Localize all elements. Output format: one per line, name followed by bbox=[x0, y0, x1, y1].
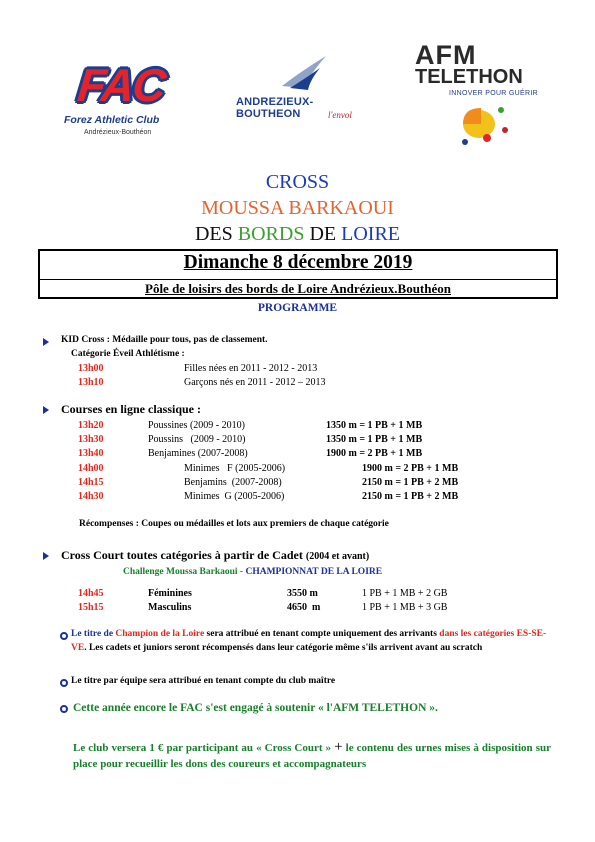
andrezieux-logo-script: l'envol bbox=[328, 110, 352, 120]
cross-time-2: 15h15 bbox=[78, 602, 104, 613]
date-box bbox=[38, 249, 558, 299]
fac-logo-word: FAC bbox=[75, 59, 167, 111]
bird-emblem-icon bbox=[280, 52, 330, 92]
challenge-name: Challenge Moussa Barkaoui - bbox=[123, 567, 246, 577]
telethon-note: Cette année encore le FAC s'est engagé à soutenir « l'AFM TELETHON ». bbox=[73, 702, 438, 714]
kid-time-1: 13h00 bbox=[78, 363, 104, 374]
course-distance-4: 1900 m = 2 PB + 1 MB bbox=[362, 463, 459, 474]
title-name: MOUSSA BARKAOUI bbox=[201, 197, 394, 219]
telethon-donation-part1: Le club versera 1 € par participant au « Cross Court » bbox=[73, 742, 335, 754]
bullet-arrow-icon bbox=[43, 338, 49, 346]
event-venue: Pôle de loisirs des bords de Loire Andrézieux.Bouthéon bbox=[145, 281, 451, 296]
course-distance-3: 1900 m = 2 PB + 1 MB bbox=[326, 448, 423, 459]
bullet-circle-icon bbox=[60, 632, 68, 640]
bullet-circle-icon bbox=[60, 679, 68, 687]
cross-category-2: Masculins bbox=[148, 602, 192, 613]
course-distance-6: 2150 m = 1 PB + 2 MB bbox=[362, 491, 459, 502]
fac-logo-town: Andrézieux-Bouthéon bbox=[84, 129, 152, 136]
afm-logo-line2: TELETHON bbox=[415, 66, 523, 88]
cross-category-1: Féminines bbox=[148, 588, 192, 599]
telethon-donation-note bbox=[73, 739, 551, 772]
challenge-line bbox=[123, 567, 382, 577]
course-category-3: Benjamines (2007-2008) bbox=[148, 448, 248, 459]
course-category-4: Minimes F (2005-2006) bbox=[184, 463, 286, 474]
cross-detail-1: 1 PB + 1 MB + 2 GB bbox=[362, 588, 448, 599]
telethon-donation-part2: le contenu des urnes mises à disposition sur place pour recueillir les dons des coureurs et accompagnateurs bbox=[73, 742, 551, 770]
afm-telethon-logo bbox=[405, 40, 565, 150]
course-time-1: 13h20 bbox=[78, 420, 104, 431]
champion-note bbox=[71, 628, 549, 655]
course-category-5: Benjamins (2007-2008) bbox=[184, 477, 282, 488]
course-time-4: 14h00 bbox=[78, 463, 104, 474]
team-note: Le titre par équipe sera attribué en tenant compte du club maître bbox=[71, 676, 336, 686]
championship-name: CHAMPIONNAT DE LA LOIRE bbox=[245, 567, 383, 577]
cross-court-heading bbox=[61, 548, 369, 563]
afm-logo-line1: AFM bbox=[415, 40, 477, 70]
champion-note-part3: sera attribué en tenant compte uniquement des arrivants bbox=[204, 629, 440, 639]
champion-note-title: Champion de la Loire bbox=[115, 629, 205, 639]
kid-time-2: 13h10 bbox=[78, 377, 104, 388]
course-distance-1: 1350 m = 1 PB + 1 MB bbox=[326, 420, 423, 431]
champion-note-part1: Le titre de bbox=[71, 629, 116, 639]
bullet-circle-icon bbox=[60, 705, 68, 713]
cross-detail-2: 1 PB + 1 MB + 3 GB bbox=[362, 602, 448, 613]
course-category-2: Poussins (2009 - 2010) bbox=[148, 434, 246, 445]
telethon-heart-icon bbox=[455, 100, 515, 148]
bullet-arrow-icon bbox=[43, 406, 49, 414]
plus-sign: + bbox=[334, 739, 343, 755]
champion-note-part5: . Les cadets et juniors seront récompensés dans leur catégorie même s'ils arrivent avant au scratch bbox=[84, 642, 483, 653]
andrezieux-logo-name: ANDREZIEUX-BOUTHEON bbox=[236, 96, 314, 120]
course-category-1: Poussines (2009 - 2010) bbox=[148, 420, 245, 431]
cross-distance-2: 4650 m bbox=[287, 602, 321, 613]
andrezieux-logo bbox=[232, 50, 367, 130]
rewards-note: Récompenses : Coupes ou médailles et lots aux premiers de chaque catégorie bbox=[79, 519, 389, 529]
courses-heading: Courses en ligne classique : bbox=[61, 402, 202, 416]
course-time-3: 13h40 bbox=[78, 448, 104, 459]
title-de: DE bbox=[304, 223, 342, 245]
bullet-arrow-icon bbox=[43, 552, 49, 560]
fac-logo-subtitle: Forez Athletic Club bbox=[64, 114, 160, 126]
course-time-2: 13h30 bbox=[78, 434, 104, 445]
cross-court-note: (2004 et avant) bbox=[305, 551, 370, 562]
programme-label: PROGRAMME bbox=[257, 302, 338, 314]
title-bords: BORDS bbox=[237, 223, 305, 245]
cross-distance-1: 3550 m bbox=[287, 588, 318, 599]
kid-cross-heading: KID Cross : Médaille pour tous, pas de classement. bbox=[61, 335, 268, 345]
afm-logo-tagline: INNOVER POUR GUÉRIR bbox=[449, 90, 538, 97]
course-time-6: 14h30 bbox=[78, 491, 104, 502]
title-des: DES bbox=[194, 223, 238, 245]
kid-cross-category: Catégorie Éveil Athlétisme : bbox=[71, 349, 185, 359]
course-distance-5: 2150 m = 1 PB + 2 MB bbox=[362, 477, 459, 488]
kid-label-2: Garçons nés en 2011 - 2012 – 2013 bbox=[184, 377, 326, 388]
course-category-6: Minimes G (2005-2006) bbox=[184, 491, 285, 502]
course-time-5: 14h15 bbox=[78, 477, 104, 488]
cross-time-1: 14h45 bbox=[78, 588, 104, 599]
event-date: Dimanche 8 décembre 2019 bbox=[183, 252, 413, 273]
title-location bbox=[0, 223, 595, 246]
date-box-divider bbox=[40, 279, 556, 280]
title-cross: CROSS bbox=[265, 171, 330, 193]
title-loire: LOIRE bbox=[341, 223, 401, 245]
champion-note-categories: dans les catégories ES-SE-VE bbox=[71, 629, 547, 653]
course-distance-2: 1350 m = 1 PB + 1 MB bbox=[326, 434, 423, 445]
cross-court-title: Cross Court toutes catégories à partir de Cadet bbox=[61, 548, 303, 562]
fac-logo bbox=[56, 56, 206, 146]
kid-label-1: Filles nées en 2011 - 2012 - 2013 bbox=[184, 363, 318, 374]
